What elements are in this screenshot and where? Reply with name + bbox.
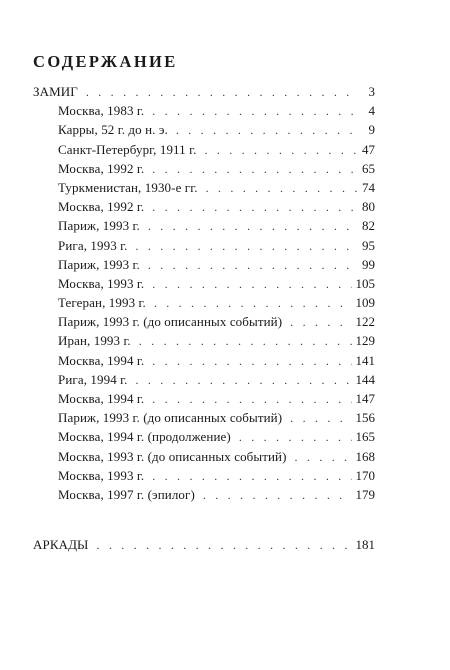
toc-entry-page: 74	[362, 179, 375, 195]
toc-entry[interactable]	[33, 274, 375, 293]
toc-entry-title: Рига, 1993 г.	[58, 237, 128, 253]
toc-entry[interactable]	[33, 120, 375, 139]
toc-entry-page: 95	[362, 237, 375, 253]
toc-entry-title: Москва, 1993 г.	[58, 275, 145, 291]
dot-leader	[290, 409, 351, 428]
toc-entry-title: Тегеран, 1993 г.	[58, 295, 146, 311]
toc-entry-title: Париж, 1993 г.	[58, 218, 140, 234]
toc-entry-page: 47	[362, 141, 375, 157]
toc-entry[interactable]	[33, 293, 375, 312]
toc-entry[interactable]	[33, 351, 375, 370]
dot-leader	[152, 352, 351, 371]
toc-entry-title: АРКАДЫ	[33, 537, 89, 553]
toc-entry[interactable]	[33, 408, 375, 427]
toc-entry[interactable]	[33, 101, 375, 120]
dot-leader	[239, 428, 352, 447]
toc-entry[interactable]	[33, 447, 375, 466]
dot-leader	[135, 237, 357, 256]
dot-leader	[152, 198, 357, 217]
dot-leader	[176, 121, 357, 140]
toc-section-zamig[interactable]	[33, 82, 375, 101]
toc-entry-page: 141	[355, 352, 375, 368]
dot-leader	[203, 486, 352, 505]
toc-entry-title: Москва, 1983 г.	[58, 103, 145, 119]
dot-leader	[152, 160, 357, 179]
toc-entry-page: 99	[362, 256, 375, 272]
toc-entry-page: 82	[362, 218, 375, 234]
toc-entry-title: Москва, 1992 г.	[58, 160, 145, 176]
toc-entry-page: 80	[362, 199, 375, 215]
toc-entry[interactable]	[33, 216, 375, 235]
toc-entry-page: 168	[355, 448, 375, 464]
toc-entry-page: 156	[355, 410, 375, 426]
toc-entry[interactable]	[33, 466, 375, 485]
toc-entry-title: Санкт-Петербург, 1911 г.	[58, 141, 197, 157]
toc-section-arkady[interactable]	[33, 535, 375, 554]
toc-entry-page: 144	[355, 371, 375, 387]
toc-entry[interactable]	[33, 197, 375, 216]
page-title: СОДЕРЖАНИЕ	[33, 52, 178, 71]
toc-entry-title: Туркменистан, 1930-е гг.	[58, 179, 198, 195]
toc-entry-page: 122	[355, 314, 375, 330]
dot-leader	[139, 332, 352, 351]
toc-entry-title: Москва, 1994 г. (продолжение)	[58, 429, 231, 445]
toc-entry-title: Париж, 1993 г. (до описанных событий)	[58, 314, 283, 330]
toc-entry-page: 4	[368, 103, 375, 119]
dot-leader	[206, 179, 357, 198]
toc-entry-page: 147	[355, 391, 375, 406]
toc-entry-title: Москва, 1992 г.	[58, 199, 145, 215]
toc-entry[interactable]	[33, 427, 375, 446]
toc-entry[interactable]	[33, 236, 375, 255]
toc-entry-page: 109	[355, 295, 375, 311]
toc-entry[interactable]	[33, 178, 375, 197]
toc-entry[interactable]	[33, 159, 375, 178]
toc-entry-title: Париж, 1993 г. (до описанных событий)	[58, 410, 283, 426]
toc-entry-title: Карры, 52 г. до н. э.	[58, 122, 168, 138]
dot-leader	[135, 371, 351, 390]
toc-entry-page: 179	[355, 486, 375, 502]
toc-entry-page: 170	[355, 467, 375, 483]
dot-leader	[290, 313, 351, 332]
toc-entry-page: 9	[368, 122, 375, 138]
toc-entry[interactable]	[33, 370, 375, 389]
toc-entry[interactable]	[33, 389, 375, 408]
dot-leader	[148, 217, 357, 236]
toc-entry[interactable]	[33, 312, 375, 331]
toc-entry[interactable]	[33, 331, 375, 350]
toc-entry[interactable]	[33, 255, 375, 274]
toc-entry-page: 181	[355, 537, 375, 553]
toc-entry-title: Иран, 1993 г.	[58, 333, 131, 349]
dot-leader	[152, 467, 351, 486]
toc-entry-title: Москва, 1993 г. (до описанных событий)	[58, 448, 287, 464]
toc-entry[interactable]	[33, 140, 375, 159]
toc-subentries	[33, 101, 375, 504]
dot-leader	[96, 536, 351, 555]
dot-leader	[86, 83, 357, 102]
toc-entry-page: 65	[362, 160, 375, 176]
toc-entry-title: Рига, 1994 г.	[58, 371, 128, 387]
toc-entry-title: Париж, 1993 г.	[58, 256, 140, 272]
toc-entry-title: Москва, 1997 г. (эпилог)	[58, 486, 195, 502]
dot-leader	[152, 390, 351, 409]
dot-leader	[154, 294, 352, 313]
toc-entry-title: ЗАМИГ	[33, 84, 78, 99]
toc-entry-page: 165	[355, 429, 375, 445]
dot-leader	[204, 141, 357, 160]
toc-entry-title: Москва, 1993 г.	[58, 467, 145, 483]
dot-leader	[152, 275, 351, 294]
dot-leader	[148, 256, 357, 275]
toc-entry-title: Москва, 1994 г.	[58, 391, 145, 406]
toc-entry-page: 129	[355, 333, 375, 349]
toc-entry-title: Москва, 1994 г.	[58, 352, 145, 368]
toc-entry-page: 3	[368, 84, 375, 99]
dot-leader	[152, 102, 357, 121]
toc-entry[interactable]	[33, 485, 375, 504]
table-of-contents	[33, 82, 375, 554]
dot-leader	[295, 448, 352, 467]
toc-entry-page: 105	[355, 275, 375, 291]
